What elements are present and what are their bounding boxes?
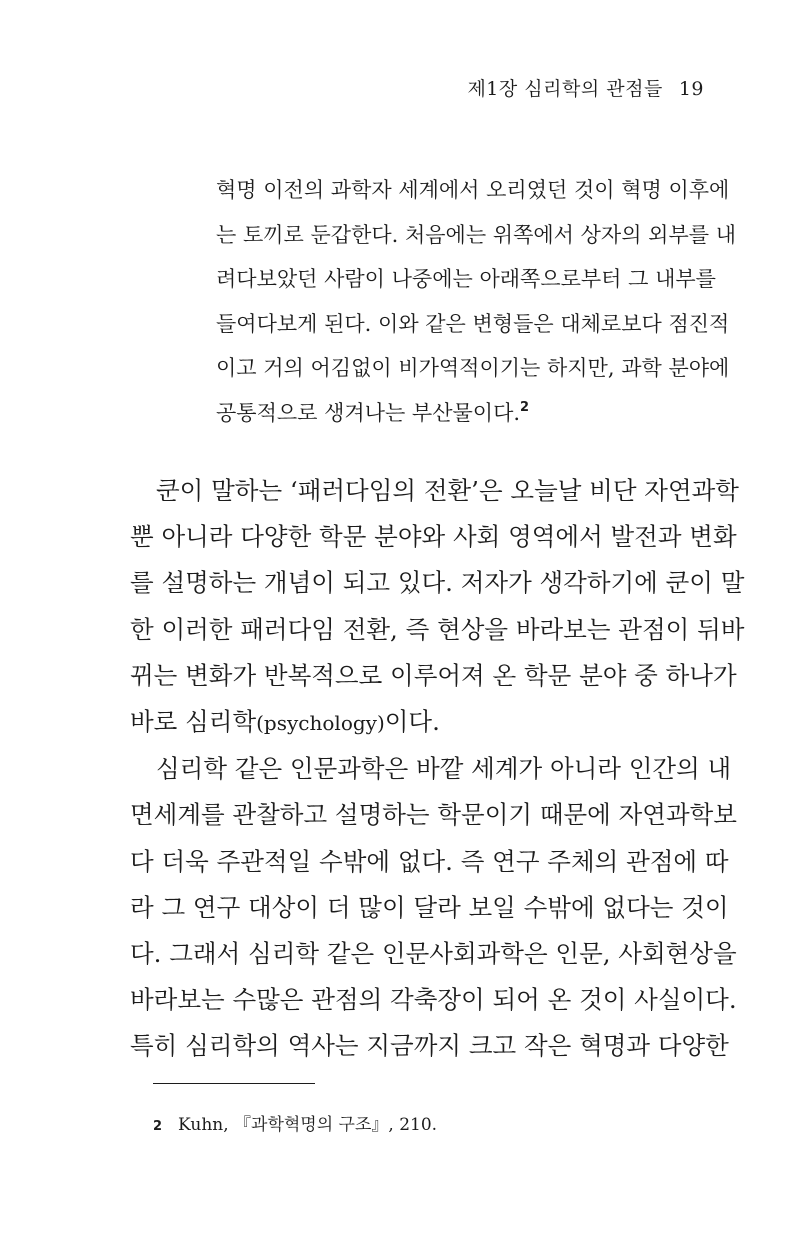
body-text-run: 바로 심리학 bbox=[130, 707, 257, 737]
paragraph-1 bbox=[130, 468, 745, 746]
quote-line: 들여다보게 된다. 이와 같은 변형들은 대체로보다 점진적 bbox=[216, 311, 730, 336]
quote-line: 이고 거의 어김없이 비가역적이기는 하지만, 과학 분야에 bbox=[216, 356, 730, 380]
body-text bbox=[130, 468, 745, 1070]
running-header bbox=[467, 74, 704, 101]
body-line: 특히 심리학의 역사는 지금까지 크고 작은 혁명과 다양한 bbox=[130, 1031, 729, 1061]
footnote-divider bbox=[153, 1083, 315, 1084]
body-line: 라 그 연구 대상이 더 많이 달라 보일 수밖에 없다는 것이 bbox=[130, 892, 729, 922]
body-line: 심리학 같은 인문과학은 바깥 세계가 아니라 인간의 내 bbox=[156, 754, 732, 784]
quote-line: 혁명 이전의 과학자 세계에서 오리였던 것이 혁명 이후에 bbox=[216, 178, 730, 202]
quote-line-last bbox=[216, 391, 712, 436]
body-line: 를 설명하는 개념이 되고 있다. 저자가 생각하기에 쿤이 말 bbox=[130, 568, 745, 598]
body-line-last bbox=[130, 699, 712, 746]
page-number: 19 bbox=[678, 78, 704, 100]
quote-line-text: 공통적으로 생겨나는 부산물이다. bbox=[216, 400, 521, 425]
body-line: 다. 그래서 심리학 같은 인문사회과학은 인문, 사회현상을 bbox=[130, 939, 737, 969]
body-line: 다 더욱 주관적일 수밖에 없다. 즉 연구 주체의 관점에 따 bbox=[130, 846, 729, 876]
chapter-title: 제1장 심리학의 관점들 bbox=[467, 78, 663, 100]
footnote-reference[interactable]: 2 bbox=[520, 399, 530, 415]
quote-line: 는 토끼로 둔갑한다. 처음에는 위쪽에서 상자의 외부를 내 bbox=[216, 222, 736, 247]
paragraph-2 bbox=[130, 746, 737, 1069]
body-line: 쿤이 말하는 ‘패러다임의 전환’은 오늘날 비단 자연과학 bbox=[156, 476, 739, 505]
block-quote bbox=[216, 168, 736, 435]
footnote-number: 2 bbox=[153, 1119, 163, 1134]
latin-term: (psychology) bbox=[256, 711, 385, 736]
footnote bbox=[153, 1110, 437, 1135]
body-line: 뀌는 변화가 반복적으로 이루어져 온 학문 분야 중 하나가 bbox=[130, 660, 737, 690]
body-line: 면세계를 관찰하고 설명하는 학문이기 때문에 자연과학보 bbox=[130, 800, 737, 830]
footnote-text: Kuhn, 『과학혁명의 구조』, 210. bbox=[178, 1115, 438, 1135]
body-line: 바라보는 수많은 관점의 각축장이 되어 온 것이 사실이다. bbox=[130, 985, 737, 1015]
quote-line: 려다보았던 사람이 나중에는 아래쪽으로부터 그 내부를 bbox=[216, 267, 716, 291]
body-line: 한 이러한 패러다임 전환, 즉 현상을 바라보는 관점이 뒤바 bbox=[130, 614, 745, 644]
body-line: 뿐 아니라 다양한 학문 분야와 사회 영역에서 발전과 변화 bbox=[130, 522, 737, 552]
body-text-run: 이다. bbox=[384, 707, 440, 737]
